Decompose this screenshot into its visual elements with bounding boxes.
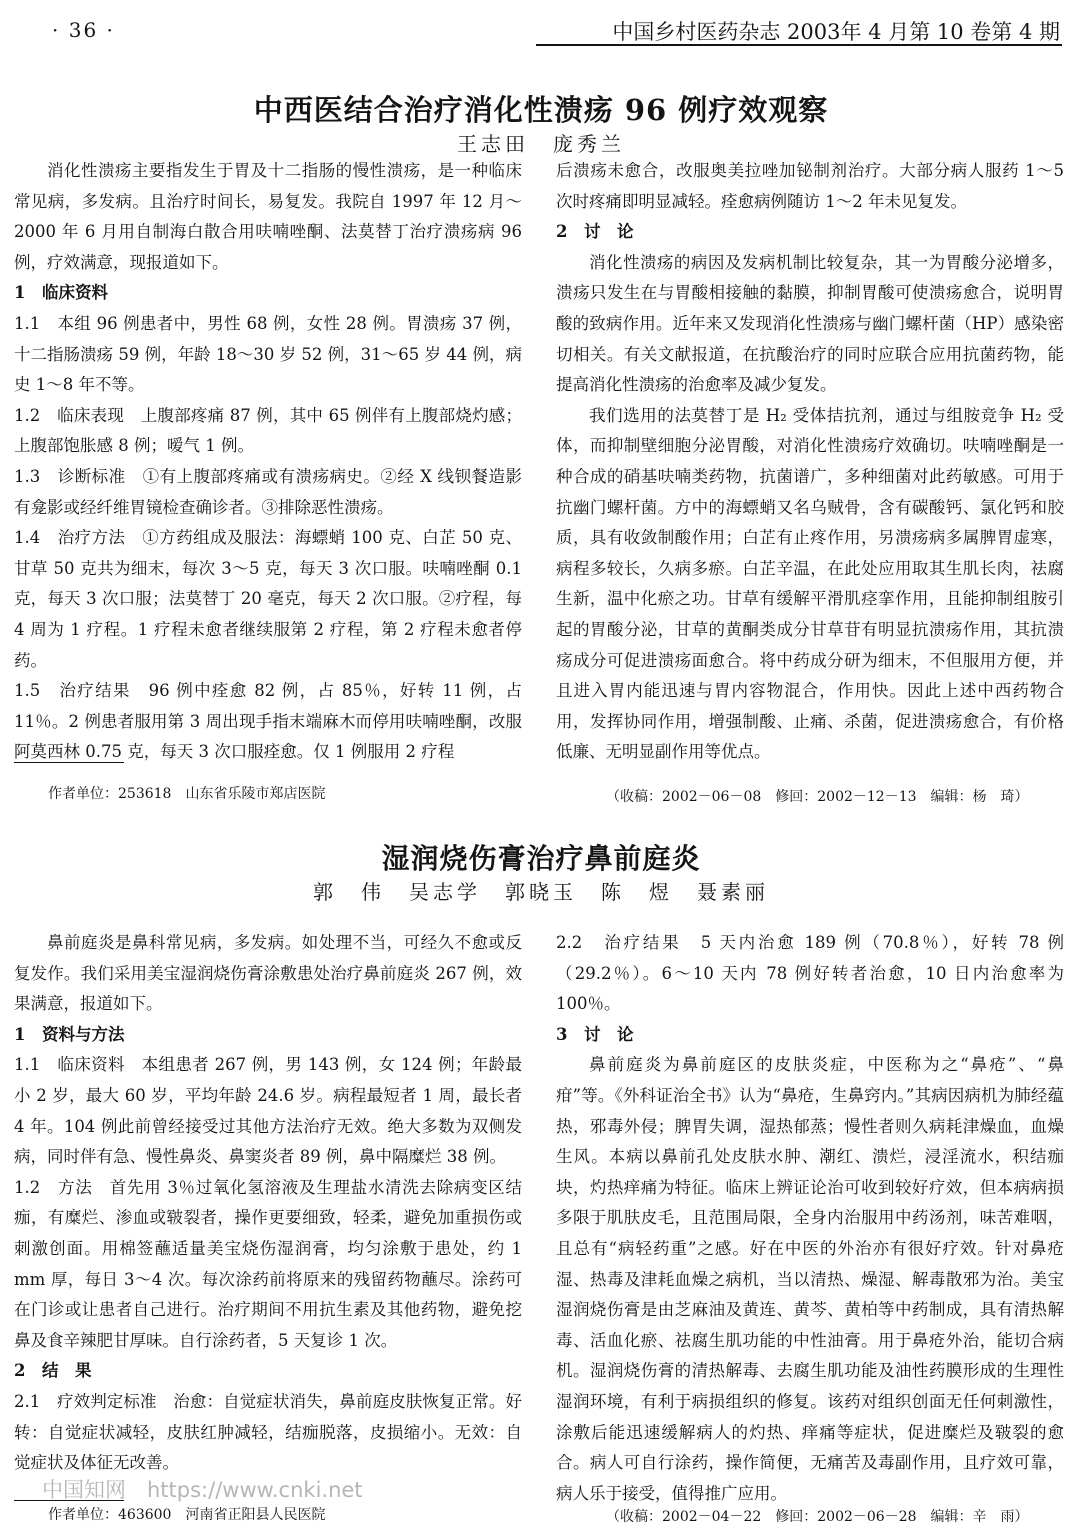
paragraph: 1.5 治疗结果 96 例中痊愈 82 例，占 85％，好转 11 例，占 11％。2 例患者服用第 3 周出现手指末端麻木而停用呋喃唑酮，改服阿莫西林 0.75 克，每天 3 次口服痊愈。仅 1 例服用 2 疗程: [14, 681, 522, 762]
page-number: · 36 ·: [52, 18, 115, 42]
section-heading: 1 资料与方法: [14, 1024, 125, 1044]
article2-authors: 郭 伟 吴志学 郭晓玉 陈 煜 聂素丽: [313, 880, 769, 904]
section-heading: 2 讨 论: [556, 222, 634, 242]
article2-affiliation: 作者单位：463600 河南省正阳县人民医院: [48, 1507, 326, 1523]
article1-affiliation: 作者单位：253618 山东省乐陵市郑店医院: [48, 786, 326, 802]
article1-title: 中西医结合治疗消化性溃疡 96 例疗效观察: [253, 93, 829, 127]
paragraph: 后溃疡未愈合，改服奥美拉唑加铋制剂治疗。大部分病人服药 1～5 次时疼痛即明显减轻。痊愈病例随访 1～2 年未见复发。: [556, 161, 1064, 211]
paragraph: 1.4 治疗方法 ①方药组成及服法：海螵蛸 100 克、白芷 50 克、甘草 50 克共为细末，每次 3～5 克，每天 3 次口服。呋喃唑酮 0.1 克，每天 3 次口服；法莫替丁 20 毫克，每天 2 次口服。②疗程，每 4 周为 1 疗程。1 疗程未愈者继续服第 2 疗程，第 2 疗程未愈者停药。: [14, 528, 522, 670]
paragraph: 1.2 临床表现 上腹部疼痛 87 例，其中 65 例伴有上腹部烧灼感；上腹部饱胀感 8 例；嗳气 1 例。: [14, 405, 522, 456]
paragraph: 2.2 治疗结果 5 天内治愈 189 例（70.8％），好转 78 例（29.2％）。6～10 天内 78 例好转者治愈，10 日内治愈率为 100％。: [556, 933, 1064, 1014]
article1-right-column: [556, 156, 1064, 768]
article2-title: 湿润烧伤膏治疗鼻前庭炎: [381, 842, 701, 875]
paragraph: 2.1 疗效判定标准 治愈：自觉症状消失，鼻前庭皮肤恢复正常。好转：自觉症状减轻，皮肤红肿减轻，结痂脱落，皮损缩小。无效：自觉症状及体征无改善。: [14, 1391, 522, 1473]
article1-footnote-rule: [14, 762, 124, 763]
paragraph: 消化性溃疡主要指发生于胃及十二指肠的慢性溃疡，是一种临床常见病，多发病。且治疗时间长，易复发。我院自 1997 年 12 月～2000 年 6 月用自制海白散合用呋喃唑酮、法莫替丁治疗溃疡病 96 例，疗效满意，现报道如下。: [14, 161, 522, 272]
paragraph: 我们选用的法莫替丁是 H₂ 受体拮抗剂，通过与组胺竞争 H₂ 受体，而抑制壁细胞分泌胃酸，对消化性溃疡疗效确切。呋喃唑酮是一种合成的硝基呋喃类药物，抗菌谱广，多种细菌对此药敏感。可用于抗幽门螺杆菌。方中的海螵蛸又名乌贼骨，含有碳酸钙、氯化钙和胶质，具有收敛制酸作用；白芷有止疼作用，另溃疡病多属脾胃虚寒，病程多较长，久病多瘀。白芷辛温，在此处应用取其生肌长肉，祛腐生新，温中化瘀之功。甘草有缓解平滑肌痉挛作用，且能抑制组胺引起的胃酸分泌，甘草的黄酮类成分甘草苷有明显抗溃疡作用，其抗溃疡成分可促进溃疡面愈合。将中药成分研为细末，不但服用方便，并且进入胃内能迅速与胃内容物混合，作用快。因此上述中西药物合用，发挥协同作用，增强制酸、止痛、杀菌，促进溃疡愈合，有价格低廉、无明显副作用等优点。: [556, 405, 1064, 762]
section-heading: 1 临床资料: [14, 283, 108, 303]
paragraph: 1.1 本组 96 例患者中，男性 68 例，女性 28 例。胃溃疡 37 例，十二指肠溃疡 59 例，年龄 18～30 岁 52 例，31～65 岁 44 例，病史 1～8 年不等。: [14, 313, 522, 395]
section-heading: 2 结 果: [14, 1361, 92, 1381]
header-rule: [536, 44, 1062, 46]
paragraph: 1.3 诊断标准 ①有上腹部疼痛或有溃疡病史。②经 X 线钡餐造影有龛影或经纤维胃镜检查确诊者。③排除恶性溃疡。: [14, 466, 522, 517]
paragraph: 消化性溃疡的病因及发病机制比较复杂，其一为胃酸分泌增多，溃疡只发生在与胃酸相接触的黏膜，抑制胃酸可使溃疡愈合，说明胃酸的致病作用。近年来又发现消化性溃疡与幽门螺杆菌（HP）感染密切相关。有关文献报道，在抗酸治疗的同时应联合应用抗菌药物，能提高消化性溃疡的治愈率及减少复发。: [556, 252, 1064, 395]
section-heading: 3 讨 论: [556, 1024, 634, 1044]
journal-running-header: 中国乡村医药杂志 2003年 4 月第 10 卷第 4 期: [612, 20, 1060, 44]
article1-received-note: （收稿：2002－06－08 修回：2002－12－13 编辑：杨 琦）: [606, 789, 1029, 805]
article2-right-column: [556, 928, 1064, 1509]
article2-received-note: （收稿：2002－04－22 修回：2002－06－28 编辑：辛 雨）: [606, 1509, 1029, 1525]
paragraph: 1.1 临床资料 本组患者 267 例，男 143 例，女 124 例；年龄最小 2 岁，最大 60 岁，平均年龄 24.6 岁。病程最短者 1 周，最长者 4 年。104 例此前曾经接受过其他方法治疗无效。绝大多数为双侧发病，同时伴有急、慢性鼻炎、鼻窦炎者 89 例，鼻中隔糜烂 38 例。: [14, 1055, 522, 1167]
paragraph: 鼻前庭炎是鼻科常见病，多发病。如处理不当，可经久不愈或反复发作。我们采用美宝湿润烧伤膏涂敷患处治疗鼻前庭炎 267 例，效果满意，报道如下。: [14, 933, 522, 1014]
paragraph: 1.2 方法 首先用 3％过氧化氢溶液及生理盐水清洗去除病变区结痂，有糜烂、渗血或皲裂者，操作更要细致，轻柔，避免加重损伤或刺激创面。用棉签蘸适量美宝烧伤湿润膏，均匀涂敷于患处，约 1 mm 厚，每日 3～4 次。每次涂药前将原来的残留药物蘸尽。涂药可在门诊或让患者自己进行。治疗期间不用抗生素及其他药物，避免挖鼻及食辛辣肥甘厚味。自行涂药者，5 天复诊 1 次。: [14, 1177, 522, 1350]
article2-left-column: [14, 928, 522, 1479]
paragraph: 鼻前庭炎为鼻前庭区的皮肤炎症，中医称为之“鼻疮”、“鼻疳”等。《外科证治全书》认为“鼻疮，生鼻窍内。”其病因病机为肺经蕴热，邪毒外侵；脾胃失调，湿热郁蒸；慢性者则久病耗津燥血，血燥生风。本病以鼻前孔处皮肤水肿、潮红、溃烂，浸淫流水，积结痂块，灼热痒痛为特征。临床上辨证论治可收到较好疗效，但本病病损多限于肌肤皮毛，且范围局限，全身内治服用中药汤剂，味苦难咽，且总有“病轻药重”之感。好在中医的外治亦有很好疗效。针对鼻疮湿、热毒及津耗血燥之病机，当以清热、燥湿、解毒散邪为治。美宝湿润烧伤膏是由芝麻油及黄连、黄芩、黄柏等中药制成，具有清热解毒、活血化瘀、祛腐生肌功能的中性油膏。用于鼻疮外治，能切合病机。湿润烧伤膏的清热解毒、去腐生肌功能及油性药膜形成的生理性湿润环境，有利于病损组织的修复。该药对组织创面无任何刺激性，涂敷后能迅速缓解病人的灼热、痒痛等症状，促进糜烂及皲裂的愈合。病人可自行涂药，操作简便，无痛苦及毒副作用，且疗效可靠，病人乐于接受，值得推广应用。: [556, 1055, 1064, 1503]
article1-authors: 王志田 庞秀兰: [457, 132, 625, 156]
cnki-watermark: 中国知网 https://www.cnki.net: [42, 1478, 363, 1502]
article1-left-column: [14, 156, 522, 768]
